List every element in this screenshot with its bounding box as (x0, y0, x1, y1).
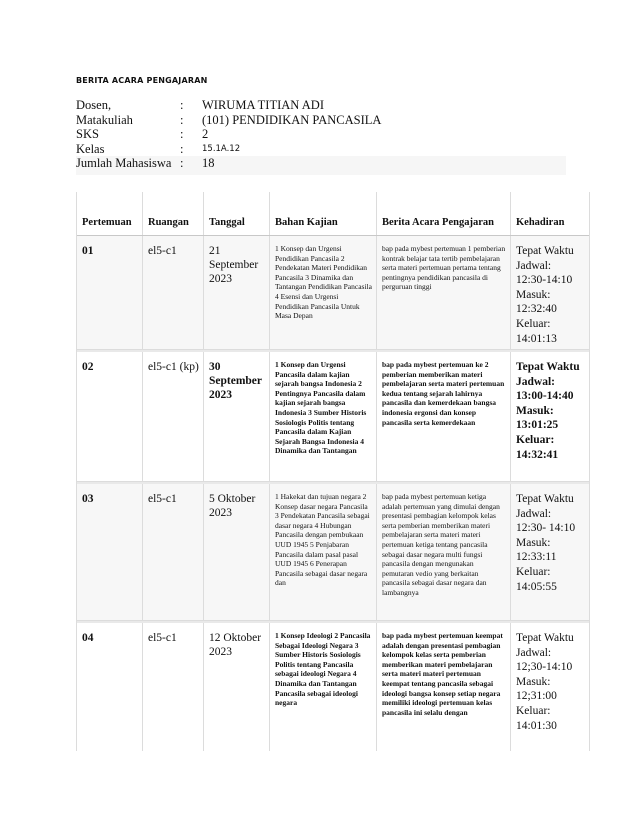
info-value-sks: 2 (202, 127, 209, 142)
kehadiran-jadwal-value: 13:00-14:40 (516, 390, 574, 403)
cell-pertemuan: 01 (77, 236, 143, 349)
kehadiran-masuk-value: 12:33:11 (516, 551, 557, 564)
info-colon: : (180, 141, 184, 156)
cell-berita-acara: bap pada mybest pertemuan 1 pemberian kontrak belajar tata tertib pembelajaran serta materi pertemuan pertama tentang pentingnya pendidikan pancasila di perguruan tinggi (377, 236, 511, 349)
kehadiran-keluar-value: 14:32:41 (516, 448, 559, 461)
header-ruangan: Ruangan (143, 192, 204, 235)
header-pertemuan: Pertemuan (77, 192, 143, 235)
info-row-matakuliah (76, 113, 566, 128)
kehadiran-jadwal-label: Jadwal: (516, 646, 552, 659)
table-header-row (77, 192, 589, 236)
info-colon: : (180, 127, 184, 142)
info-colon: : (180, 156, 184, 171)
table-row (77, 484, 589, 621)
kehadiran-status: Tepat Waktu (516, 493, 574, 505)
kehadiran-keluar-label: Keluar: (516, 433, 555, 446)
cell-ruangan: el5-c1 (143, 484, 204, 620)
cell-tanggal: 5 Oktober 2023 (204, 484, 270, 620)
cell-bahan-kajian: 1 Konsep dan Urgensi Pancasila dalam kajian sejarah bangsa Indonesia 2 Pentingnya Pancasila dalam kajian sejarah bangsa Indonesia 3 Sumber Historis Sosiologis Politis tentang Pancasila dalam Kajian Sejarah Bangsa Indonesia 4 Dinamika dan Tantangan (270, 352, 377, 481)
info-label: Kelas (76, 141, 105, 156)
cell-kehadiran (511, 484, 589, 620)
cell-kehadiran (511, 623, 589, 751)
kehadiran-jadwal-value: 12;30-14:10 (516, 661, 573, 674)
kehadiran-masuk-label: Masuk: (516, 288, 551, 301)
kehadiran-keluar-label: Keluar: (516, 317, 551, 330)
info-row-jumlah-mahasiswa (76, 156, 566, 171)
info-value-kelas: 15.1A.12 (202, 143, 241, 154)
cell-ruangan: el5-c1 (kp) (143, 352, 204, 481)
cell-berita-acara: bap pada mybest pertemuan ke 2 pemberian memberikan materi pembelajaran serta materi pertemuan kedua tentang sejarah lahirnya pancasila dan kemerdekaan bangsa indonesia ergonsi dan konsep pancasila serta kemerdekaan (377, 352, 511, 481)
header-bahan-kajian: Bahan Kajian (270, 192, 377, 235)
cell-pertemuan: 02 (77, 352, 143, 481)
kehadiran-masuk-label: Masuk: (516, 404, 554, 417)
info-value-matakuliah: (101) PENDIDIKAN PANCASILA (202, 112, 382, 127)
cell-pertemuan: 04 (77, 623, 143, 751)
kehadiran-masuk-value: 12:32:40 (516, 303, 557, 316)
kehadiran-keluar-value: 14:05:55 (516, 580, 557, 593)
cell-ruangan: el5-c1 (143, 623, 204, 751)
header-berita-acara: Berita Acara Pengajaran (377, 192, 511, 235)
kehadiran-keluar-value: 14:01:30 (516, 719, 557, 732)
cell-kehadiran (511, 236, 589, 349)
info-label: Dosen, (76, 98, 112, 112)
cell-bahan-kajian: 1 Konsep dan Urgensi Pendidikan Pancasila 2 Pendekatan Materi Pendidikan Pancasila 3 Dinamika dan Tantangan Pendidikan Pancasila 4 Esensi dan Urgensi Pendidikan Pancasila Untuk Masa Depan (270, 236, 377, 349)
cell-tanggal: 21 September 2023 (204, 236, 270, 349)
kehadiran-masuk-label: Masuk: (516, 675, 551, 688)
info-colon: : (180, 98, 184, 112)
table-row (77, 352, 589, 482)
kehadiran-jadwal-value: 12:30- 14:10 (516, 522, 576, 535)
kehadiran-jadwal-label: Jadwal: (516, 507, 552, 520)
cell-tanggal: 30 September 2023 (204, 352, 270, 481)
cell-berita-acara: bap pada mybest pertemuan ketiga adalah pertemuan yang dimulai dengan presentasi pembagian kelompok kelas serta pemberian memberikan materi pembelajaran serta materi materi pertemuan ketiga tentang pancasila sebagai dasar negara multi fungsi pancasila dengan mengunakan pemutaran vedio yang berkaitan pancasila sebagai dasar negara dan lambangnya (377, 484, 511, 620)
kehadiran-keluar-label: Keluar: (516, 704, 551, 717)
info-row-kelas (76, 142, 566, 157)
cell-berita-acara: bap pada mybest pertemuan keempat adalah dengan presentasi pembagian kelompok kelas serta pemberian memberikan materi pembelajaran serta materi materi pertemuan keempat tentang pancasila sebagai ideologi bangsa konsep setiap negara memiliki ideologi pertemuan kelas pancasila ini selalu dengan (377, 623, 511, 751)
kehadiran-jadwal-label: Jadwal: (516, 259, 552, 272)
cell-tanggal: 12 Oktober 2023 (204, 623, 270, 751)
kehadiran-keluar-value: 14:01:13 (516, 332, 557, 345)
info-label: Matakuliah (76, 112, 133, 127)
kehadiran-keluar-label: Keluar: (516, 565, 551, 578)
info-label: Jumlah Mahasiswa (76, 156, 172, 171)
info-row-sks (76, 127, 566, 142)
info-block (76, 98, 566, 171)
kehadiran-status: Tepat Waktu (516, 632, 574, 644)
table-row (77, 236, 589, 350)
info-colon: : (180, 112, 184, 127)
kehadiran-masuk-value: 12;31:00 (516, 690, 557, 703)
table-row (77, 623, 589, 751)
kehadiran-status: Tepat Waktu (516, 245, 574, 257)
kehadiran-jadwal-value: 12:30-14:10 (516, 274, 573, 287)
info-label: SKS (76, 127, 99, 142)
cell-bahan-kajian: 1 Konsep Ideologi 2 Pancasila Sebagai Ideologi Negara 3 Sumber Historis Sosiologis Politis tentang Pancasila sebagai ideologi Negara 4 Dinamika dan Tantangan Pancasila sebagai ideologi negara (270, 623, 377, 751)
header-kehadiran: Kehadiran (516, 217, 565, 228)
kehadiran-masuk-value: 13:01:25 (516, 419, 559, 432)
info-value-dosen: WIRUMA TITIAN ADI (202, 98, 324, 112)
cell-bahan-kajian: 1 Hakekat dan tujuan negara 2 Konsep dasar negara Pancasila 3 Pendekatan Pancasila sebagai dasar negara 4 Hubungan Pancasila dengan pembukaan UUD 1945 5 Penjabaran Pancasila dalam pasal pasal UUD 1945 6 Penerapan Pancasila sebagai dasar negara dan (270, 484, 377, 620)
info-row-dosen (76, 98, 566, 113)
info-value-jumlah-mahasiswa: 18 (202, 156, 215, 171)
kehadiran-status: Tepat Waktu (516, 361, 580, 373)
document-title: BERITA ACARA PENGAJARAN (76, 76, 208, 85)
attendance-table (76, 192, 590, 751)
kehadiran-masuk-label: Masuk: (516, 536, 551, 549)
cell-kehadiran (511, 352, 589, 481)
header-tanggal: Tanggal (204, 192, 270, 235)
kehadiran-jadwal-label: Jadwal: (516, 375, 555, 388)
cell-ruangan: el5-c1 (143, 236, 204, 349)
cell-pertemuan: 03 (77, 484, 143, 620)
